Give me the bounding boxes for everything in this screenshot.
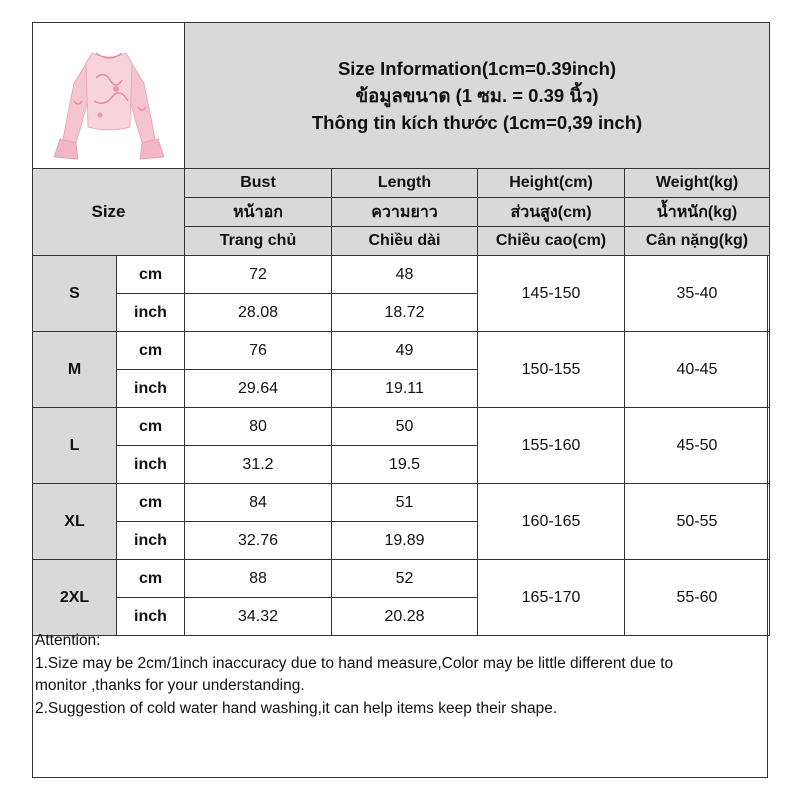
note-line: monitor ,thanks for your understanding. xyxy=(35,677,305,694)
unit-label-inch: inch xyxy=(117,294,185,332)
unit-label-inch: inch xyxy=(117,522,185,560)
column-header-weight-th: น้ำหนัก(kg) xyxy=(625,198,770,227)
weight-range: 55-60 xyxy=(625,560,770,636)
column-header-length-th: ความยาว xyxy=(332,198,478,227)
note-line: 2.Suggestion of cold water hand washing,it can help items keep their shape. xyxy=(35,699,558,717)
unit-label-cm: cm xyxy=(117,560,185,598)
size-label: M xyxy=(33,332,117,408)
unit-label-cm: cm xyxy=(117,332,185,370)
size-label: S xyxy=(33,256,117,332)
column-header-length-en: Length xyxy=(332,169,478,198)
bust-inch-value: 34.32 xyxy=(185,598,332,636)
weight-range: 45-50 xyxy=(625,408,770,484)
unit-label-cm: cm xyxy=(117,256,185,294)
table-row xyxy=(33,256,770,294)
length-inch-value: 19.89 xyxy=(332,522,478,560)
size-label: L xyxy=(33,408,117,484)
bust-inch-value: 29.64 xyxy=(185,370,332,408)
title-thai: ข้อมูลขนาด (1 ซม. = 0.39 นิ้ว) xyxy=(355,85,599,106)
length-cm-value: 50 xyxy=(332,408,478,446)
bust-cm-value: 76 xyxy=(185,332,332,370)
notes-heading: Attention: xyxy=(35,632,101,649)
attention-notes xyxy=(35,630,763,720)
size-label: XL xyxy=(33,484,117,560)
product-photo xyxy=(34,23,184,163)
title-english: Size Information(1cm=0.39inch) xyxy=(337,58,617,79)
table-row xyxy=(33,408,770,446)
bust-inch-value: 31.2 xyxy=(185,446,332,484)
length-inch-value: 19.5 xyxy=(332,446,478,484)
length-cm-value: 51 xyxy=(332,484,478,522)
bust-cm-value: 72 xyxy=(185,256,332,294)
column-header-height-vi: Chiều cao(cm) xyxy=(478,227,625,256)
column-header-weight-vi: Cân nặng(kg) xyxy=(625,227,770,256)
length-cm-value: 52 xyxy=(332,560,478,598)
column-header-height-en: Height(cm) xyxy=(478,169,625,198)
height-range: 155-160 xyxy=(478,408,625,484)
column-header-bust-th: หน้าอก xyxy=(185,198,332,227)
column-header-bust-vi: Trang chủ xyxy=(185,227,332,256)
bust-cm-value: 84 xyxy=(185,484,332,522)
unit-label-inch: inch xyxy=(117,446,185,484)
height-range: 165-170 xyxy=(478,560,625,636)
length-inch-value: 18.72 xyxy=(332,294,478,332)
table-row xyxy=(33,560,770,598)
size-label: 2XL xyxy=(33,560,117,636)
weight-range: 40-45 xyxy=(625,332,770,408)
product-photo-cell xyxy=(33,23,185,169)
bust-inch-value: 28.08 xyxy=(185,294,332,332)
column-header-height-th: ส่วนสูง(cm) xyxy=(478,198,625,227)
unit-label-inch: inch xyxy=(117,370,185,408)
column-header-length-vi: Chiều dài xyxy=(332,227,478,256)
length-inch-value: 20.28 xyxy=(332,598,478,636)
unit-label-cm: cm xyxy=(117,484,185,522)
column-header-bust-en: Bust xyxy=(185,169,332,198)
length-cm-value: 49 xyxy=(332,332,478,370)
table-row xyxy=(33,484,770,522)
weight-range: 35-40 xyxy=(625,256,770,332)
column-header-weight-en: Weight(kg) xyxy=(625,169,770,198)
length-inch-value: 19.11 xyxy=(332,370,478,408)
size-chart-table xyxy=(32,22,770,636)
unit-label-cm: cm xyxy=(117,408,185,446)
unit-label-inch: inch xyxy=(117,598,185,636)
bust-cm-value: 80 xyxy=(185,408,332,446)
size-header: Size xyxy=(33,169,185,256)
height-range: 145-150 xyxy=(478,256,625,332)
note-line: 1.Size may be 2cm/1inch inaccuracy due to hand measure,Color may be little different due to xyxy=(35,654,674,672)
bust-cm-value: 88 xyxy=(185,560,332,598)
title-cell xyxy=(185,23,770,169)
height-range: 150-155 xyxy=(478,332,625,408)
weight-range: 50-55 xyxy=(625,484,770,560)
bust-inch-value: 32.76 xyxy=(185,522,332,560)
table-row xyxy=(33,332,770,370)
title-vietnamese: Thông tin kích thước (1cm=0,39 inch) xyxy=(311,112,643,133)
height-range: 160-165 xyxy=(478,484,625,560)
length-cm-value: 48 xyxy=(332,256,478,294)
